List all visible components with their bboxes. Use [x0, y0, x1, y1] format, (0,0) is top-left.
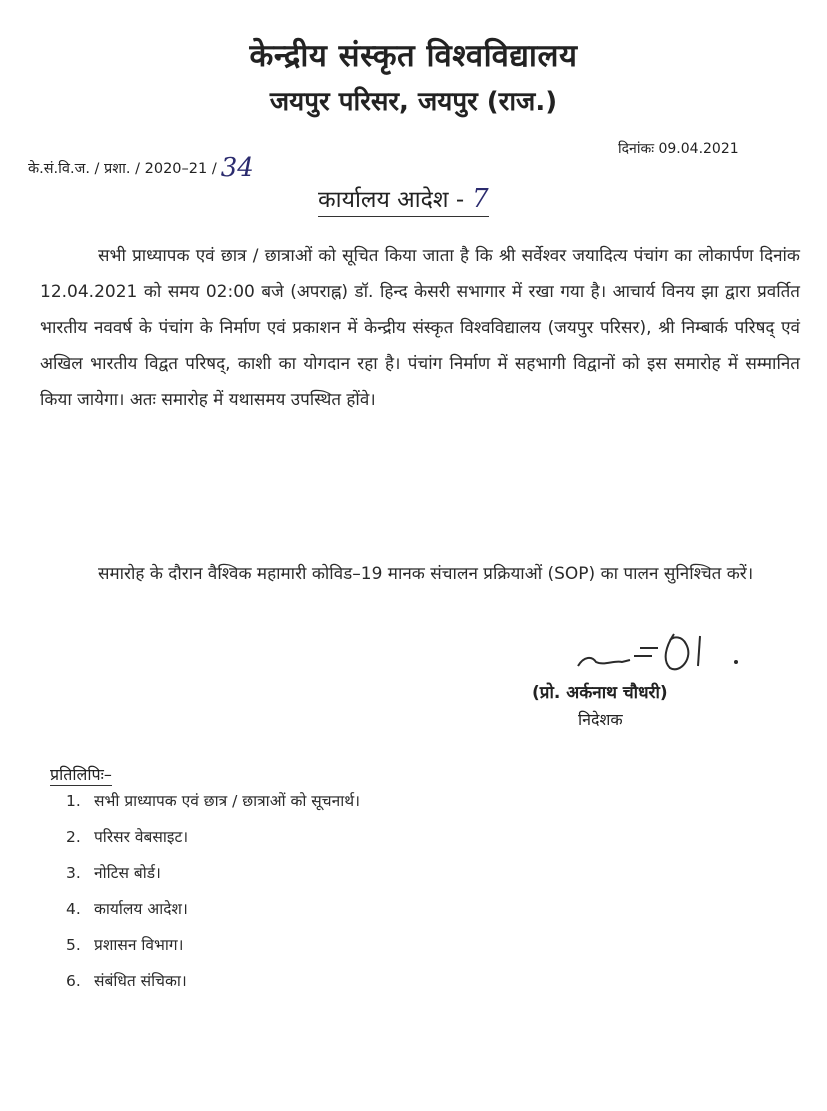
list-item: 3. नोटिस बोर्ड। [66, 864, 161, 882]
order-heading [318, 182, 489, 217]
institution-name: केन्द्रीय संस्कृत विश्वविद्यालय [249, 38, 578, 74]
copies-list [66, 786, 360, 1002]
reference-prefix: के.सं.वि.ज. / प्रशा. / 2020–21 / [28, 161, 217, 177]
body-paragraph-2: समारोह के दौरान वैश्विक महामारी कोविड–19 मानक संचालन प्रक्रियाओं (SOP) का पालन सुनिश्चित करें। [98, 564, 754, 584]
order-handwritten-number: 7 [472, 184, 489, 214]
signature-image [570, 626, 750, 682]
copies-heading: प्रतिलिपिः– [50, 765, 112, 784]
campus-name: जयपुर परिसर, जयपुर (राज.) [269, 87, 558, 117]
list-item: 4. कार्यालय आदेश। [66, 900, 188, 918]
list-item: 2. परिसर वेबसाइट। [66, 828, 189, 846]
signatory-designation: निदेशक [578, 710, 623, 729]
list-item: 6. संबंधित संचिका। [66, 972, 187, 990]
document-date: दिनांकः 09.04.2021 [618, 141, 739, 157]
reference-handwritten-number: 34 [220, 153, 254, 183]
list-item: 5. प्रशासन विभाग। [66, 936, 184, 954]
signatory-name: (प्रो. अर्कनाथ चौधरी) [532, 683, 668, 703]
order-title: कार्यालय आदेश - [318, 187, 465, 213]
list-item: 1. सभी प्राध्यापक एवं छात्र / छात्राओं को सूचनार्थ। [66, 792, 361, 810]
body-paragraph-1: सभी प्राध्यापक एवं छात्र / छात्राओं को सूचित किया जाता है कि श्री सर्वेश्वर जयादित्य पंचांग का लोकार्पण दिनांक 12.04.2021 को समय 02:00 बजे (अपराह्न) डॉ. हिन्द केसरी सभागार में रखा गया है। आचार्य विनय झा द्वारा प्रवर्तित भारतीय नववर्ष के पंचांग के निर्माण एवं प्रकाशन में केन्द्रीय संस्कृत विश्वविद्यालय (जयपुर परिसर), श्री निम्बार्क परिषद् एवं अखिल भारतीय विद्वत परिषद्, काशी का योगदान रहा है। पंचांग निर्माण में सहभागी विद्वानों को इस समारोह में सम्मानित किया जायेगा। अतः समारोह में यथासमय उपस्थित होंवे। [40, 246, 800, 410]
reference-number [28, 153, 254, 183]
